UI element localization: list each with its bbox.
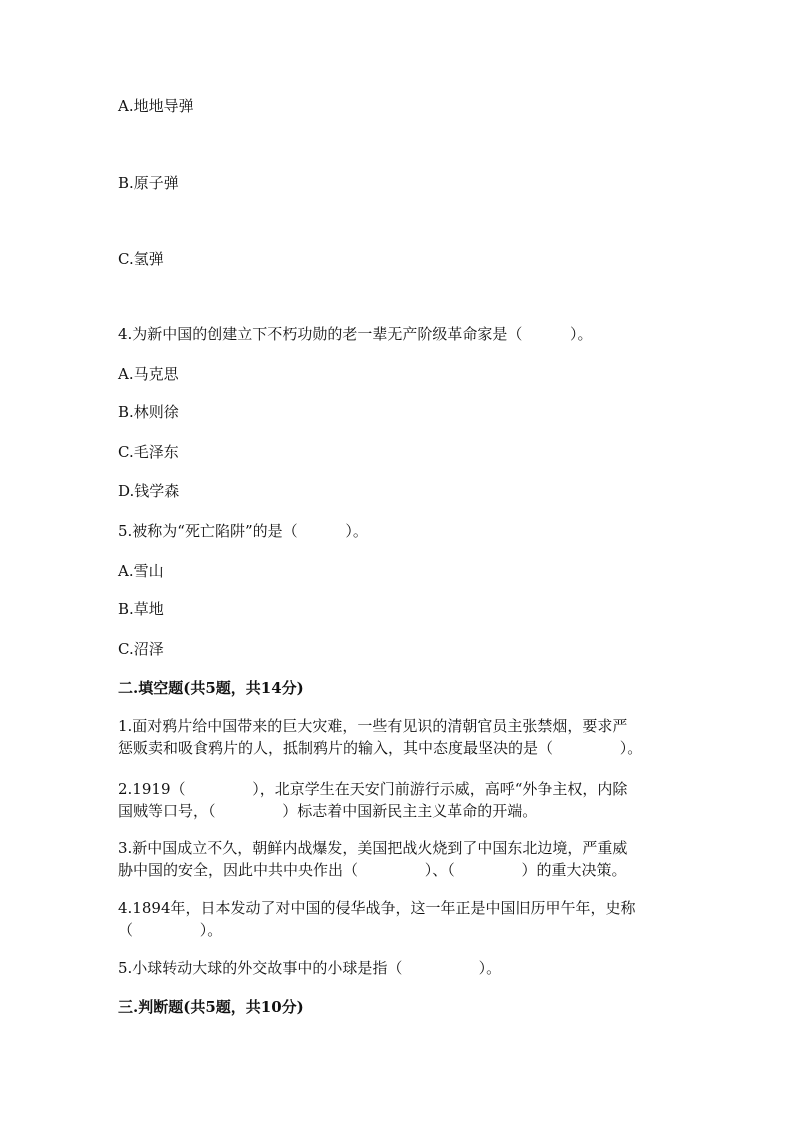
fill-question-3-line-1: 3.新中国成立不久，朝鲜内战爆发，美国把战火烧到了中国东北边境，严重威 xyxy=(118,839,628,857)
option-b-atomic-bomb: B.原子弹 xyxy=(118,174,179,192)
fill-question-1-line-2: 惩贩卖和吸食鸦片的人，抵制鸦片的输入，其中态度最坚决的是（ ）。 xyxy=(118,739,643,757)
question-4-stem: 4.为新中国的创建立下不朽功勋的老一辈无产阶级革命家是（ ）。 xyxy=(118,325,593,343)
section-2-title: 二.填空题(共5题，共14分) xyxy=(118,679,304,697)
fill-question-1-line-1: 1.面对鸦片给中国带来的巨大灾难，一些有见识的清朝官员主张禁烟，要求严 xyxy=(118,717,628,735)
question-4-option-c: C.毛泽东 xyxy=(118,443,179,461)
question-5-option-a: A.雪山 xyxy=(118,562,164,580)
fill-question-2-line-2: 国贼等口号，（ ）标志着中国新民主主义革命的开端。 xyxy=(118,802,538,820)
question-4-option-b: B.林则徐 xyxy=(118,403,179,421)
fill-question-2-line-1: 2.1919（ ），北京学生在天安门前游行示威，高呼“外争主权，内除 xyxy=(118,780,628,798)
question-5-option-b: B.草地 xyxy=(118,600,164,618)
question-5-stem: 5.被称为“死亡陷阱”的是（ ）。 xyxy=(118,522,368,540)
question-4-option-a: A.马克思 xyxy=(118,365,179,383)
fill-question-3-line-2: 胁中国的安全，因此中共中央作出（ ）、（ ）的重大决策。 xyxy=(118,861,627,879)
fill-question-5: 5.小球转动大球的外交故事中的小球是指（ ）。 xyxy=(118,959,502,977)
section-3-title: 三.判断题(共5题，共10分) xyxy=(118,998,304,1016)
question-5-option-c: C.沼泽 xyxy=(118,640,164,658)
option-c-hydrogen-bomb: C.氢弹 xyxy=(118,250,164,268)
fill-question-4-line-2: （ ）。 xyxy=(118,921,223,939)
option-a-missile: A.地地导弹 xyxy=(118,97,194,115)
question-4-option-d: D.钱学森 xyxy=(118,482,180,500)
fill-question-4-line-1: 4.1894年，日本发动了对中国的侵华战争，这一年正是中国旧历甲午年，史称 xyxy=(118,899,636,917)
